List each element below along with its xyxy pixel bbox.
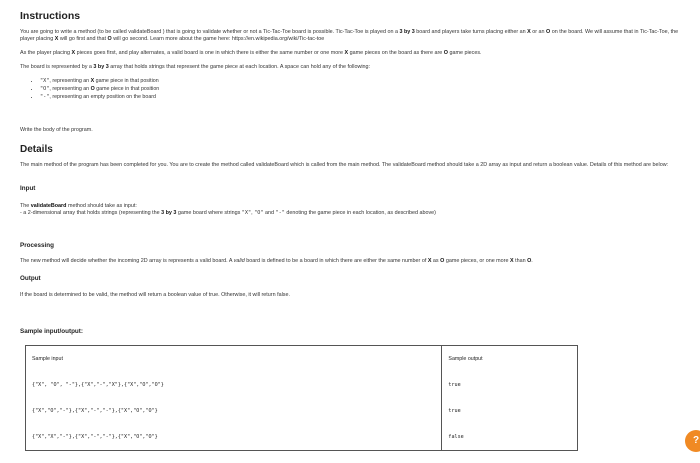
text: , representing an (49, 78, 91, 84)
piece-code: "O" (40, 86, 50, 92)
sample-input-cell: {"X","O","-"},{"X","-","-"},{"X","O","O"} (26, 398, 442, 424)
piece-o: O (546, 29, 551, 35)
table-row (26, 424, 578, 451)
help-icon: ? (692, 435, 700, 446)
sample-table (25, 345, 578, 451)
piece-o: O (443, 50, 448, 56)
list-item (40, 85, 159, 93)
text: game piece in that position (94, 78, 159, 84)
text: . (531, 258, 533, 264)
instructions-paragraph-1 (20, 29, 692, 43)
input-line-2 (20, 210, 692, 217)
piece-x: X (90, 78, 95, 84)
text: board is defined to be a board in which there are either the same number of (244, 258, 428, 264)
piece-x: X (344, 50, 349, 56)
write-body-text: Write the body of the program. (20, 127, 93, 133)
sample-output-cell: true (448, 382, 461, 388)
piece-x: X (427, 258, 432, 264)
piece-x: X (527, 29, 531, 35)
processing-heading: Processing (20, 242, 54, 249)
piece-list (20, 77, 159, 101)
table-row (26, 372, 578, 398)
text: array that holds strings that represent the game piece at each location. A space can hold any of the following: (108, 64, 371, 70)
piece-o: O (527, 258, 532, 264)
text: will go first and that (58, 36, 108, 43)
text: The main method of the program has been completed for you. You are to create the method called (20, 162, 256, 168)
sample-input-cell: {"X","X","-"},{"X","-","-"},{"X","O","O"} (26, 424, 442, 451)
method-name: validateBoard (392, 162, 426, 168)
text: method should take as input: (66, 203, 137, 209)
text: denoting the game piece in each location, as described above) (284, 210, 436, 216)
text: pieces goes first, and play alternates, a valid board is one in which there is either the same number or one more (75, 50, 345, 56)
instructions-heading: Instructions (20, 10, 81, 22)
sample-heading: Sample input/output: (20, 328, 83, 335)
text: game piece in that position (94, 86, 160, 92)
sample-output-cell: true (448, 408, 461, 414)
piece-o: O (90, 86, 95, 92)
text: or an (530, 29, 547, 35)
method-name: validateBoard (30, 203, 67, 209)
input-heading: Input (20, 185, 36, 192)
piece-o: O (440, 258, 445, 264)
piece-code: "-" (40, 94, 50, 100)
text: as (431, 258, 441, 264)
processing-text (20, 258, 692, 265)
text: on the board. We will assume that in Tic-Tac-Toe, the player placing (20, 29, 679, 43)
text: , (251, 210, 255, 216)
text: The board is represented by a (20, 64, 94, 70)
piece-code: "X" (241, 210, 252, 216)
piece-x: X (509, 258, 514, 264)
piece-x: X (54, 36, 59, 43)
piece-code: "-" (275, 210, 285, 216)
piece-x: X (71, 50, 76, 56)
details-paragraph (20, 162, 692, 169)
table-row (26, 398, 578, 424)
piece-code: "O" (254, 210, 264, 216)
sample-input-cell: {"X", "O", "-"},{"X","-","X"},{"X","O","O"} (26, 372, 442, 398)
sample-output-cell: false (448, 434, 464, 440)
text: As the player placing (20, 50, 72, 56)
text: The new method will decide whether the incoming 2D array is represents a valid board. A (20, 258, 234, 264)
output-text: If the board is determined to be valid, the method will return a boolean value of true. Otherwise, it will return false. (20, 292, 290, 298)
text: , representing an empty position on the board (49, 94, 156, 100)
output-heading: Output (20, 275, 41, 282)
instructions-paragraph-2 (20, 50, 692, 57)
board-size: 3 by 3 (399, 29, 415, 35)
method-name: validateBoard (255, 162, 289, 168)
board-size: 3 by 3 (93, 64, 109, 70)
text: ) that is going to validate whether or not a Tic-Tac-Toe board is possible. Tic-Tac-Toe is played on a (161, 29, 400, 35)
list-item (40, 93, 159, 101)
piece-o: O (107, 36, 112, 43)
method-name: validateBoard (128, 29, 162, 35)
text: game pieces, or one more (444, 258, 510, 264)
text: board and players take turns placing either an (414, 29, 528, 35)
text: You are going to write a method (to be called (20, 29, 129, 35)
text: - a 2-dimensional array that holds strings (representing the (20, 210, 162, 216)
board-size: 3 by 3 (161, 210, 177, 216)
valid-term: valid (233, 258, 245, 264)
sample-output-header: Sample output (448, 356, 483, 362)
help-button[interactable] (685, 430, 700, 452)
text: game pieces on the board as there are (348, 50, 444, 56)
text: and (263, 210, 276, 216)
list-item (40, 77, 159, 85)
text: will go second. Learn more about the game here: https://en.wikipedia.org/wiki/Tic-tac-toe (111, 36, 325, 43)
text: game board where strings (176, 210, 242, 216)
text: game pieces. (447, 50, 482, 56)
text: The (20, 203, 31, 209)
text: , representing an (49, 86, 91, 92)
text: method should take a 2D array as input and return a boolean value. Details of this method are below: (425, 162, 669, 168)
piece-code: "X" (40, 78, 50, 84)
text: which is called from the main method. The (288, 162, 393, 168)
text: than (513, 258, 528, 264)
instructions-paragraph-3 (20, 64, 692, 71)
sample-input-header: Sample input (26, 346, 442, 373)
details-heading: Details (20, 144, 53, 155)
table-header-row (26, 346, 578, 373)
